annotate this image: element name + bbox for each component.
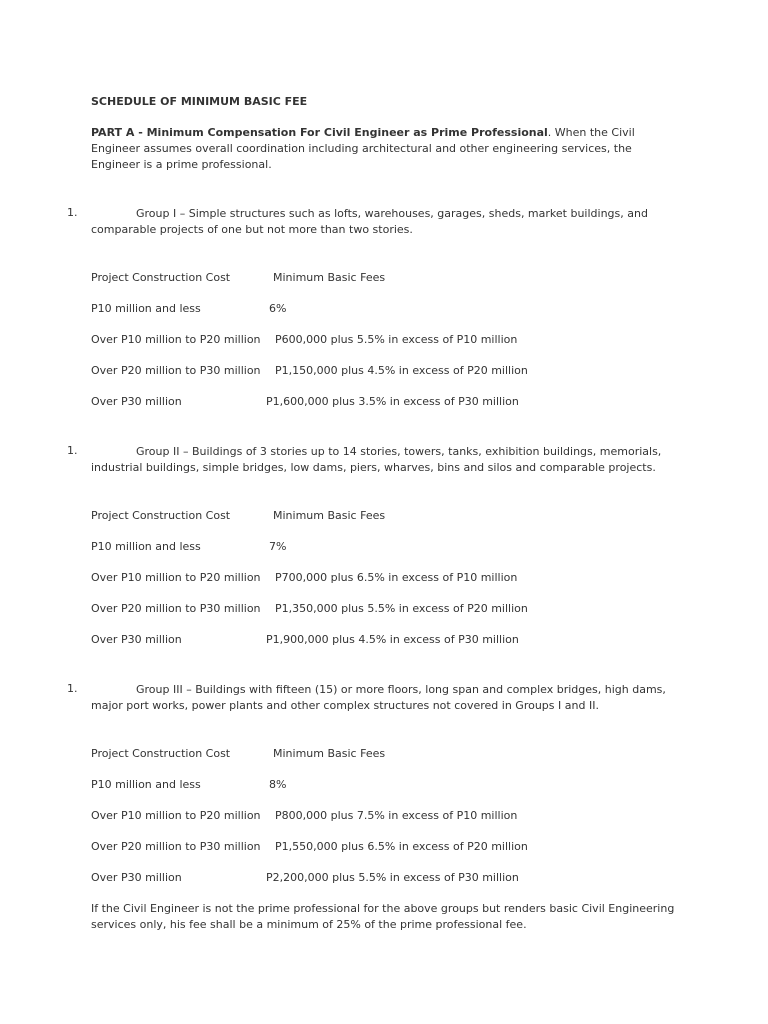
group-3-description: Group III – Buildings with fifteen (15) or more floors, long span and complex bridges, high dams, major port works, power plants and other complex structures not covered in Groups I and II. (91, 683, 666, 712)
group-3-row-4-cost: Over P30 million (91, 871, 182, 884)
group-2-row-1-fee: 7% (269, 540, 287, 553)
group-1-row-2-cost: Over P10 million to P20 million (91, 333, 261, 346)
group-2-row-4-fee: P1,900,000 plus 4.5% in excess of P30 million (266, 633, 519, 646)
group-1-description: Group I – Simple structures such as lofts, warehouses, garages, sheds, market buildings, and comparable projects of one but not more than two stories. (91, 207, 648, 236)
group-1-row-3-fee: P1,150,000 plus 4.5% in excess of P20 million (275, 364, 528, 377)
group-3-row-3-cost: Over P20 million to P30 million (91, 840, 261, 853)
group-1-row-4-fee: P1,600,000 plus 3.5% in excess of P30 million (266, 395, 519, 408)
group-3-header-cost: Project Construction Cost (91, 747, 231, 760)
group-1-row-1-fee: 6% (269, 302, 287, 315)
group-1-row-3-cost: Over P20 million to P30 million (91, 364, 261, 377)
group-2-row-2-fee: P700,000 plus 6.5% in excess of P10 million (275, 571, 518, 584)
group-3-header-fee: Minimum Basic Fees (273, 747, 386, 760)
group-3-row-4-fee: P2,200,000 plus 5.5% in excess of P30 million (266, 871, 519, 884)
group-1-header-fee: Minimum Basic Fees (273, 271, 386, 284)
part-a-text: . When the Civil Engineer assumes overall coordination including architectural and other engineering services, the Engineer is a prime professional. (91, 126, 635, 171)
footer-note: If the Civil Engineer is not the prime professional for the above groups but renders basic Civil Engineering services only, his fee shall be a minimum of 25% of the prime professional fee. (91, 902, 675, 931)
group-2-row-2-cost: Over P10 million to P20 million (91, 571, 261, 584)
group-2-row-1-cost: P10 million and less (91, 540, 201, 553)
group-1-row-4-cost: Over P30 million (91, 395, 182, 408)
group-3-row-3-fee: P1,550,000 plus 6.5% in excess of P20 million (275, 840, 528, 853)
group-2-header-fee: Minimum Basic Fees (273, 509, 386, 522)
group-3-number: 1. (67, 682, 78, 695)
group-2-row-3-cost: Over P20 million to P30 million (91, 602, 261, 615)
group-1-header-cost: Project Construction Cost (91, 271, 231, 284)
group-2-row-4-cost: Over P30 million (91, 633, 182, 646)
group-2-number: 1. (67, 444, 78, 457)
group-3-row-1-cost: P10 million and less (91, 778, 201, 791)
part-a-paragraph (91, 125, 681, 173)
group-2-header-cost: Project Construction Cost (91, 509, 231, 522)
group-2-description: Group II – Buildings of 3 stories up to 14 stories, towers, tanks, exhibition buildings, memorials, industrial buildings, simple bridges, low dams, piers, wharves, bins and silos and comparable projects. (91, 445, 662, 474)
group-3-row-2-cost: Over P10 million to P20 million (91, 809, 261, 822)
group-3-row-1-fee: 8% (269, 778, 287, 791)
group-1-number: 1. (67, 206, 78, 219)
group-1-row-1-cost: P10 million and less (91, 302, 201, 315)
group-2-row-3-fee: P1,350,000 plus 5.5% in excess of P20 million (275, 602, 528, 615)
group-3-row-2-fee: P800,000 plus 7.5% in excess of P10 million (275, 809, 518, 822)
group-1-row-2-fee: P600,000 plus 5.5% in excess of P10 million (275, 333, 518, 346)
document-title: SCHEDULE OF MINIMUM BASIC FEE (91, 95, 308, 108)
part-a-heading: PART A - Minimum Compensation For Civil Engineer as Prime Professional (91, 126, 548, 139)
